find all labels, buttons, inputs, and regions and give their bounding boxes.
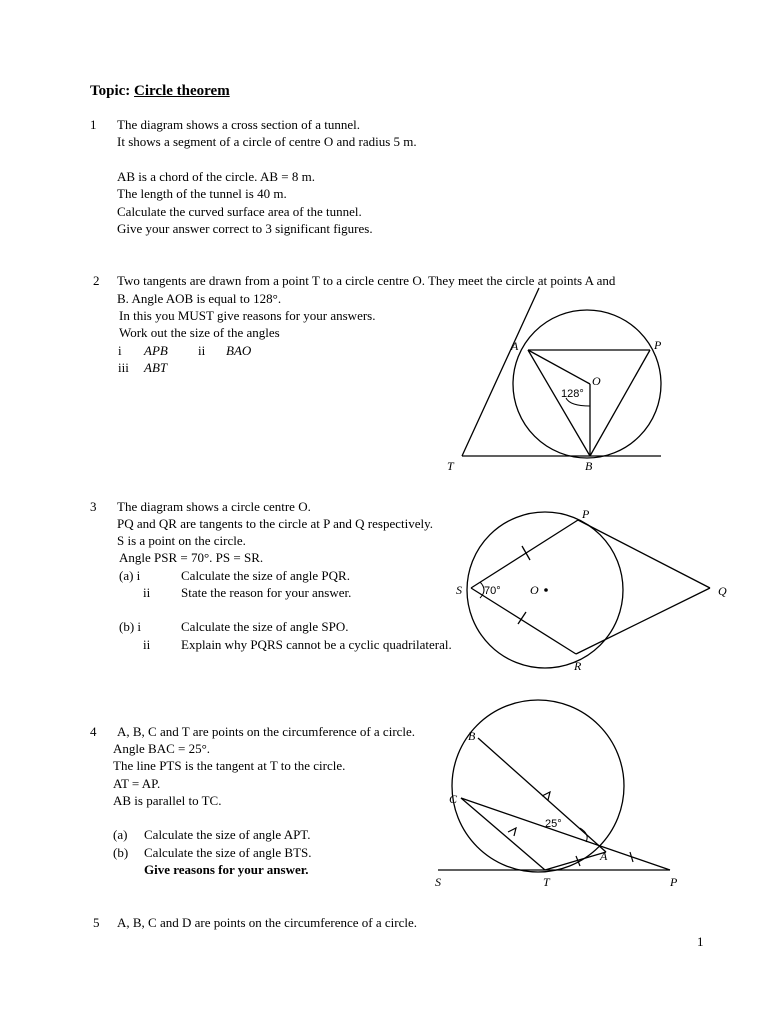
page-number: 1 [697,934,704,949]
q4-line: The line PTS is the tangent at T to the circle. [113,758,346,773]
q2-part-label: ii [198,343,206,358]
q2-diagram [440,288,670,478]
q1-line: Calculate the curved surface area of the tunnel. [117,204,362,219]
q5-number: 5 [93,915,100,930]
q4-number: 4 [90,724,97,739]
q2-line: In this you MUST give reasons for your answers. [119,308,376,323]
point-label: A [511,339,519,353]
q3-part-label: (b) i [119,619,142,634]
point-label: O [530,583,539,597]
point-label: T [447,459,454,473]
q2-part-label: i [118,343,122,358]
q4-line: Angle BAC = 25°. [113,741,211,756]
q3-part-label: ii [143,637,151,652]
q4-part-label: (a) [113,827,128,842]
q4-part-label: (b) [113,845,129,860]
q2-part-label: iii [118,360,129,375]
q3-part-text: Calculate the size of angle PQR. [181,568,350,583]
q4-diagram [430,700,690,895]
q3-line: Angle PSR = 70°. PS = SR. [119,550,264,565]
point-label: P [582,507,590,521]
q3-line: S is a point on the circle. [117,533,246,548]
point-label: T [543,875,550,889]
q2-line: Two tangents are drawn from a point T to a circle centre O. They meet the circle at points A and [117,273,616,288]
q3-number: 3 [90,499,97,514]
q3-line: PQ and QR are tangents to the circle at P and Q respectively. [117,516,433,531]
angle-label: 70° [484,585,501,597]
q4-reasons: Give reasons for your answer. [144,862,309,877]
q4-part-text: Calculate the size of angle BTS. [144,845,312,860]
point-label: C [449,792,458,806]
q1-line: AB is a chord of the circle. AB = 8 m. [117,169,315,184]
q2-part-text: APB [144,343,168,358]
q3-part-label: ii [143,585,151,600]
point-label: A [600,849,608,863]
point-label: O [592,374,601,388]
q3-part-text: Calculate the size of angle SPO. [181,619,349,634]
point-label: B [468,729,476,743]
q3-part-text: State the reason for your answer. [181,585,352,600]
q1-line: The diagram shows a cross section of a tunnel. [117,117,360,132]
q1-line: The length of the tunnel is 40 m. [117,186,287,201]
point-label: S [435,875,441,889]
q4-line: AB is parallel to TC. [113,793,222,808]
q1-line: It shows a segment of a circle of centre O and radius 5 m. [117,134,417,149]
q3-line: The diagram shows a circle centre O. [117,499,311,514]
q1-number: 1 [90,117,97,132]
topic-title: Circle theorem [134,83,230,99]
q2-number: 2 [93,273,100,288]
q3-diagram [452,504,742,674]
point-label: Q [718,584,727,598]
q1-line: Give your answer correct to 3 significant figures. [117,221,373,236]
q2-line: B. Angle AOB is equal to 128°. [117,291,282,306]
q5-line: A, B, C and D are points on the circumference of a circle. [117,915,417,930]
q3-part-text: Explain why PQRS cannot be a cyclic quadrilateral. [181,637,452,652]
q4-part-text: Calculate the size of angle APT. [144,827,311,842]
q2-line: Work out the size of the angles [119,325,280,340]
q2-part-text: ABT [144,360,168,375]
point-label: P [654,338,662,352]
q4-line: AT = AP. [113,776,161,791]
topic-label: Topic: [90,83,131,99]
q3-part-label: (a) i [119,568,141,583]
point-label: S [456,583,462,597]
point-label: R [574,659,582,673]
point-label: P [670,875,678,889]
angle-label: 25° [545,818,562,830]
point-label: B [585,459,593,473]
page-title [90,83,230,100]
angle-label: 128° [561,388,584,400]
q2-part-text: BAO [226,343,252,358]
q4-line: A, B, C and T are points on the circumference of a circle. [117,724,416,739]
